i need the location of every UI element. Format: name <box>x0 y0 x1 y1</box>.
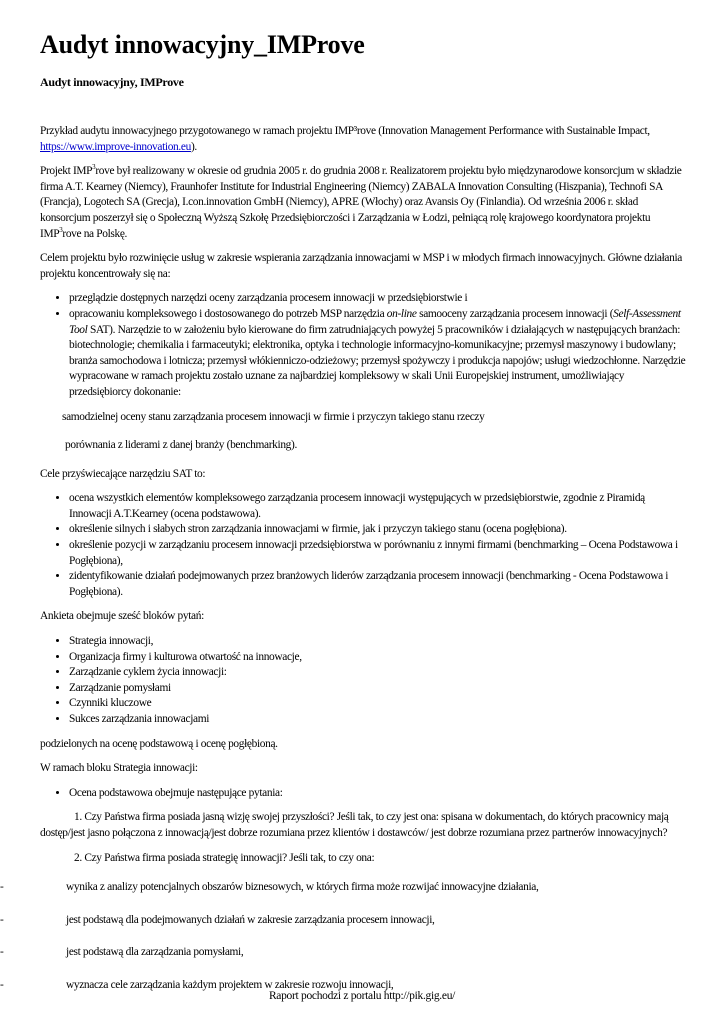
list-item: • określenie silnych i słabych stron zarządzania innowacjami w firmie, jak i przyczyn takiego stanu (ocena pogłębiona). <box>69 522 688 538</box>
intro-paragraph <box>40 124 688 155</box>
goal-text: SAT). Narzędzie to w założeniu było kierowane do firm zatrudniających powyżej 5 pracowników i działających w następujących branżach: biotechnologie; chemikalia i farmaceutyki; elektronika, optyka i technologie informacyjno-komunikacyjne; przemysł maszynowy i budowlany; branża samochodowa i lotnicza; przemysł włókienniczo-odzieżowy; przemysł spożywczy i produkcja napojów; usługi wiedzochłonne. Narzędzie wypracowane w ramach projektu zostało uznane za najbardziej kompleksowy w skali Unii Europejskiej instrument, umożliwiający przedsiębiorcy dokonanie: <box>69 323 686 398</box>
project-paragraph <box>40 164 688 242</box>
list-item: • Zarządzanie pomysłami <box>69 681 688 697</box>
project-text-3: rove na Polskę. <box>62 227 128 240</box>
superscript: 3 <box>92 163 96 172</box>
list-item: • Zarządzanie cyklem życia innowacji: <box>69 665 688 681</box>
question-1: 1. Czy Państwa firma posiada jasną wizję swojej przyszłości? Jeśli tak, to czy jest ona: spisana w dokumentach, do których pracownicy mają dostęp/jest jasno połączona z innowacją/jest dobrze rozumiana przez klientów i dostawców/ jest dobrze rozumiana przez partnerów innowacyjnych? <box>40 811 669 839</box>
document-title: Audyt innowacyjny_IMProve <box>40 30 365 59</box>
improve-link[interactable]: https://www.improve-innovation.eu <box>40 140 191 153</box>
list-item <box>69 307 688 401</box>
goal-text: samooceny zarządzania procesem innowacji ( <box>416 307 614 320</box>
document-subtitle: Audyt innowacyjny, IMProve <box>40 75 184 89</box>
list-item: • przeglądzie dostępnych narzędzi oceny zarządzania procesem innowacji w przedsiębiorstwie i <box>69 291 688 307</box>
basic-assessment-list <box>40 786 688 802</box>
goal-list <box>40 291 688 400</box>
dash-mark: - <box>0 913 4 926</box>
list-item: • ocena wszystkich elementów kompleksowego zarządzania procesem innowacji występujących w przedsiębiorstwie, zgodnie z Piramidą Innowacji A.T.Kearney (ocena podstawowa). <box>69 491 688 522</box>
intro-text: Przykład audytu innowacyjnego przygotowanego w ramach projektu IMP³rove (Innovation Management Performance with Sustainable Impact, <box>40 125 650 137</box>
survey-blocks-list <box>40 634 688 728</box>
benchmarking-line: porównania z liderami z danej branży (benchmarking). <box>65 439 297 452</box>
project-text-1: Projekt IMP <box>40 165 93 178</box>
dash-item-text: jest podstawą dla zarządzania pomysłami, <box>66 946 244 959</box>
split-note: podzielonych na ocenę podstawową i ocenę pogłębioną. <box>40 737 278 750</box>
goal-paragraph: Celem projektu było rozwinięcie usług w zakresie wspierania zarządzania innowacjami w MSP i w młodych firmach innowacyjnych. Główne działania projektu koncentrowały się na: <box>40 252 682 280</box>
survey-heading: Ankieta obejmuje sześć bloków pytań: <box>40 610 204 623</box>
page-footer: Raport pochodzi z portalu http://pik.gig.eu/ <box>268 990 456 1002</box>
list-item: • Sukces zarządzania innowacjami <box>69 712 688 728</box>
dash-mark: - <box>0 946 4 959</box>
dash-item <box>0 913 688 929</box>
list-item: • określenie pozycji w zarządzaniu procesem innowacji przedsiębiorstwa w porównaniu z innymi firmami (benchmarking – Ocena Podstawowa i Pogłębiona), <box>69 538 688 569</box>
list-item: • zidentyfikowanie działań podejmowanych przez branżowych liderów zarządzania procesem innowacji (benchmarking - Ocena Podstawowa i Pogłębiona). <box>69 569 688 600</box>
list-item: • Czynniki kluczowe <box>69 696 688 712</box>
dash-mark: - <box>0 978 4 991</box>
intro-text-end: ). <box>190 140 197 153</box>
list-item: • Organizacja firmy i kulturowa otwartość na innowacje, <box>69 650 688 666</box>
list-item: • Strategia innowacji, <box>69 634 688 650</box>
question-2: 2. Czy Państwa firma posiada strategię innowacji? Jeśli tak, to czy ona: <box>74 851 375 864</box>
dash-item <box>0 945 688 961</box>
dash-item-text: jest podstawą dla podejmowanych działań w zakresie zarządzania procesem innowacji, <box>66 913 435 926</box>
strategy-heading: W ramach bloku Strategia innowacji: <box>40 762 198 775</box>
dash-item-text: wynika z analizy potencjalnych obszarów biznesowych, w których firma może rozwijać innowacyjne działania, <box>66 881 539 894</box>
document-body <box>0 124 688 1011</box>
sat-goals-list <box>40 491 688 600</box>
goal-emphasis: on-line <box>386 307 417 320</box>
superscript: 3 <box>59 225 63 234</box>
list-item: • Ocena podstawowa obejmuje następujące pytania: <box>69 786 688 802</box>
goal-emphasis: Self-Assessment Tool <box>69 307 681 336</box>
dash-mark: - <box>0 881 4 894</box>
dash-item <box>0 880 688 896</box>
sat-goals-heading: Cele przyświecające narzędziu SAT to: <box>40 467 206 480</box>
self-assessment-line: samodzielnej oceny stanu zarządzania procesem innowacji w firmie i przyczyn takiego stanu rzeczy <box>62 410 485 423</box>
project-text-2: rove był realizowany w okresie od grudnia 2005 r. do grudnia 2008 r. Realizatorem projektu było międzynarodowe konsorcjum w składzie firma A.T. Kearney (Niemcy), Fraunhofer Institute for Industrial Engineering (Niemcy) ZABALA Innovation Consulting (Hiszpania), Technofi SA (Francja), Logotech SA (Grecja), I.con.innovation GmbH (Niemcy), APRE (Włochy) oraz Avansis Oy (Finlandia). Od września 2006 r. skład konsorcjum poszerzył się o Społeczną Wyższą Szkołę Przedsiębiorczości i Zarządzania w Łodzi, pełniącą rolę krajowego koordynatora projektu IMP <box>40 165 682 240</box>
dash-item-text: wyznacza cele zarządzania każdym projektem w zakresie rozwoju innowacji, <box>66 978 394 991</box>
goal-text: opracowaniu kompleksowego i dostosowanego do potrzeb MSP narzędzia <box>69 307 387 320</box>
